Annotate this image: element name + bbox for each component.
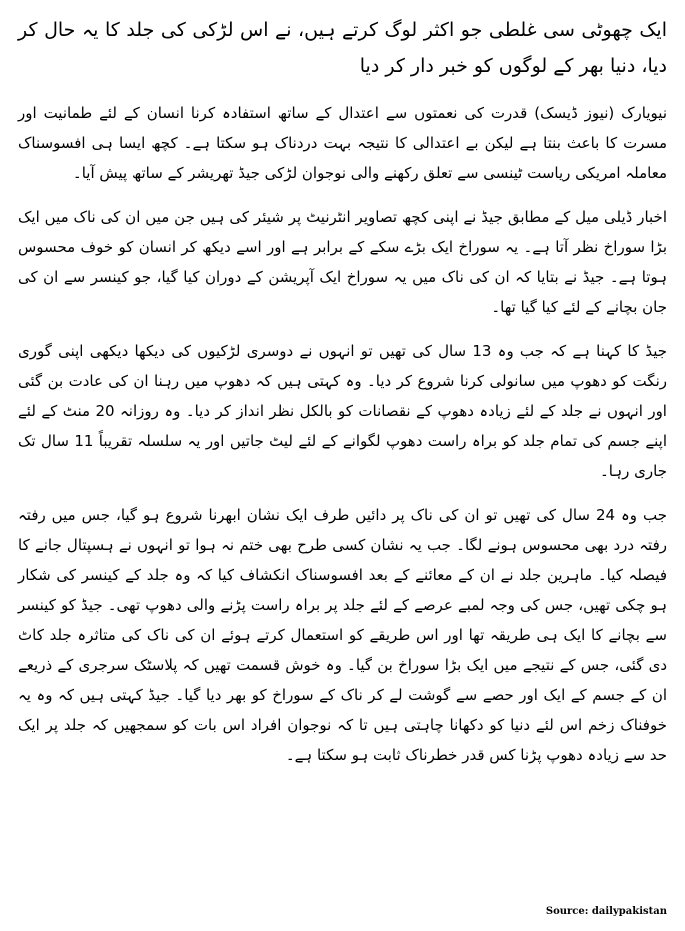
paragraph-photos: اخبار ڈیلی میل کے مطابق جیڈ نے اپنی کچھ تصاویر انٹرنیٹ پر شیئر کی ہیں جن میں ان کی ناک میں ایک بڑا سوراخ نظر آتا ہے۔ یہ سوراخ ایک بڑے سکے کے برابر ہے اور اسے دیکھ کر انسان کو خوف محسوس ہوتا ہے۔ جیڈ نے بتایا کہ ان کی ناک میں یہ سوراخ ایک آپریشن کے دوران کیا گیا، جو کینسر سے ان کی جان بچانے کے لئے کیا گیا تھا۔ — [18, 208, 667, 316]
paragraph-diagnosis: جب وہ 24 سال کی تھیں تو ان کی ناک پر دائیں طرف ایک نشان ابھرنا شروع ہو گیا، جس میں رفتہ رفتہ درد بھی محسوس ہونے لگا۔ جب یہ نشان کسی طرح بھی ختم نہ ہوا تو انہوں نے ہسپتال جانے کا فیصلہ کیا۔ ماہرین جلد نے ان کے معائنے کے بعد افسوسناک انکشاف کیا کہ وہ جلد کے کینسر کی شکار ہو چکی تھیں، جس کی وجہ لمبے عرصے کے لئے جلد پر براہ راست پڑنے والی دھوپ تھی۔ جیڈ کو کینسر سے بچانے کا ایک ہی طریقہ تھا اور اس طریقے کو استعمال کرتے ہوئے ان کی ناک کی متاثرہ جلد کاٹ دی گئی، جس کے نتیجے میں ایک بڑا سوراخ بن گیا۔ وہ خوش قسمت تھیں کہ پلاسٹک سرجری کے ذریعے ان کے جسم کے ایک اور حصے سے گوشت لے کر ناک کے سوراخ کو بھر دیا گیا۔ جیڈ کہتی ہیں کہ وہ یہ خوفناک زخم اس لئے دنیا کو دکھانا چاہتی ہیں تا کہ نوجوان افراد اس بات کو سمجھیں کہ جلد پر ایک حد سے زیادہ دھوپ پڑنا کس قدر خطرناک ثابت ہو سکتا ہے۔ — [18, 506, 667, 764]
paragraph-intro: نیویارک (نیوز ڈیسک) قدرت کی نعمتوں سے اعتدال کے ساتھ استفادہ کرنا انسان کے لئے طمانیت اور مسرت کا باعث بنتا ہے لیکن بے اعتدالی کا نتیجہ بہت دردناک ہو سکتا ہے۔ کچھ ایسا ہی افسوسناک معاملہ امریکی ریاست ٹینسی سے تعلق رکھنے والی نوجوان لڑکی جیڈ تھریشر کے ساتھ پیش آیا۔ — [18, 104, 667, 182]
source-credit: Source: dailypakistan — [545, 906, 667, 917]
article-headline: ایک چھوٹی سی غلطی جو اکثر لوگ کرتے ہیں، نے اس لڑکی کی جلد کا یہ حال کر دیا، دنیا بھر کے لوگوں کو خبر دار کر دیا — [18, 19, 667, 77]
paragraph-tanning: جیڈ کا کہنا ہے کہ جب وہ 13 سال کی تھیں تو انہوں نے دوسری لڑکیوں کی دیکھا دیکھی اپنی گوری رنگت کو دھوپ میں سانولی کرنا شروع کر دیا۔ وہ کہتی ہیں کہ دھوپ میں رہنا ان کی عادت بن گئی اور انہوں نے جلد کے لئے زیادہ دھوپ کے نقصانات کو بالکل نظر انداز کر دیا۔ وہ روزانہ 20 منٹ کے لئے اپنے جسم کی تمام جلد کو براہ راست دھوپ لگوانے کے لئے لیٹ جاتیں اور یہ سلسلہ تقریباً 11 سال تک جاری رہا۔ — [18, 342, 667, 480]
